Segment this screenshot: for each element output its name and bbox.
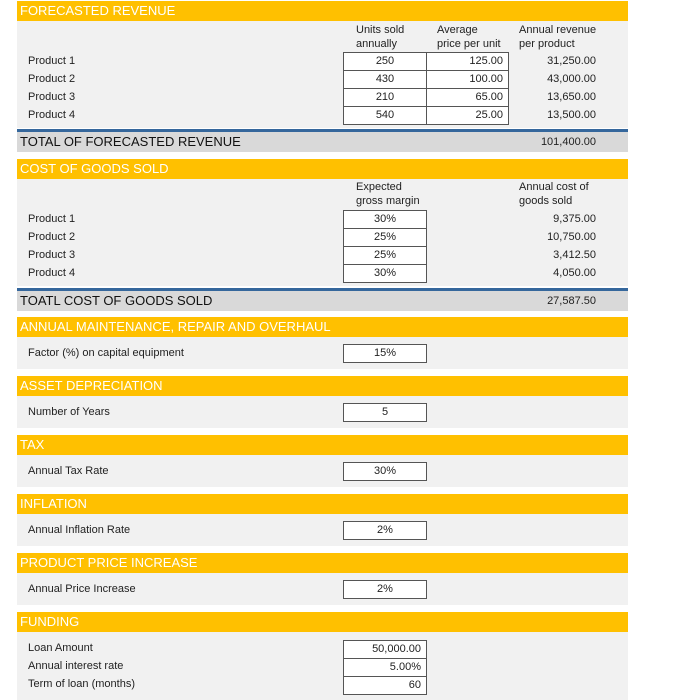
depreciation-years-label: Number of Years [28,406,110,418]
cogs-row-label: Product 1 [28,213,76,225]
revenue-row-label: Product 4 [28,109,76,121]
interest-rate-input[interactable]: 5.00% [343,658,427,677]
gross-margin-input[interactable]: 30% [343,264,427,283]
price-input[interactable]: 125.00 [426,52,509,71]
units-input[interactable]: 250 [343,52,427,71]
inflation-rate-label: Annual Inflation Rate [28,524,131,536]
gross-margin-input[interactable]: 25% [343,228,427,247]
cogs-row-label: Product 2 [28,231,76,243]
section-header-cost-of-goods: COST OF GOODS SOLD [17,159,628,179]
col-header-price [437,24,501,51]
cogs-value: 3,412.50 [553,249,596,261]
col-header-price-line1: Average [437,24,478,36]
col-header-cost [519,181,589,208]
col-header-margin-line1: Expected [356,181,402,193]
total-cost-of-goods-row [17,288,628,311]
cogs-value: 4,050.00 [553,267,596,279]
units-input[interactable]: 210 [343,88,427,107]
depreciation-years-input[interactable]: 5 [343,403,427,422]
cogs-value: 9,375.00 [553,213,596,225]
section-header-inflation: INFLATION [17,494,628,514]
total-cost-of-goods-label: TOATL COST OF GOODS SOLD [20,293,213,308]
col-header-revenue-line1: Annual revenue [519,24,597,36]
units-input[interactable]: 540 [343,106,427,125]
loan-amount-label: Loan Amount [28,642,93,654]
price-input[interactable]: 65.00 [426,88,509,107]
revenue-row-label: Product 2 [28,73,76,85]
loan-term-input[interactable]: 60 [343,676,427,695]
revenue-row-label: Product 3 [28,91,76,103]
section-header-maintenance: ANNUAL MAINTENANCE, REPAIR AND OVERHAUL [17,317,628,337]
total-forecasted-revenue-label: TOTAL OF FORECASTED REVENUE [20,134,241,149]
maintenance-factor-input[interactable]: 15% [343,344,427,363]
col-header-revenue-line2: per product [519,37,575,50]
interest-rate-label: Annual interest rate [28,660,124,672]
col-header-margin-line2: gross margin [356,194,420,207]
total-cost-of-goods-value: 27,587.50 [547,295,596,307]
section-header-price-increase: PRODUCT PRICE INCREASE [17,553,628,573]
gross-margin-input[interactable]: 30% [343,210,427,229]
price-increase-input[interactable]: 2% [343,580,427,599]
section-header-tax: TAX [17,435,628,455]
total-forecasted-revenue-value: 101,400.00 [540,136,596,148]
cogs-row-label: Product 4 [28,267,76,279]
price-input[interactable]: 25.00 [426,106,509,125]
col-header-units-line1: Units sold [356,24,405,36]
inflation-rate-input[interactable]: 2% [343,521,427,540]
tax-panel [17,455,628,487]
col-header-units [356,24,404,51]
loan-amount-input[interactable]: 50,000.00 [343,640,427,659]
loan-term-label: Term of loan (months) [28,678,135,690]
col-header-revenue [519,24,596,51]
total-forecasted-revenue-row [17,129,628,152]
gross-margin-input[interactable]: 25% [343,246,427,265]
price-input[interactable]: 100.00 [426,70,509,89]
revenue-row-label: Product 1 [28,55,76,67]
section-header-forecasted-revenue: FORECASTED REVENUE [17,1,628,21]
price-increase-label: Annual Price Increase [28,583,136,595]
maintenance-factor-label: Factor (%) on capital equipment [28,347,184,359]
col-header-margin [356,181,420,208]
col-header-price-line2: price per unit [437,37,501,50]
tax-rate-input[interactable]: 30% [343,462,427,481]
revenue-value: 13,650.00 [547,91,596,103]
cogs-row-label: Product 3 [28,249,76,261]
col-header-cost-line2: goods sold [519,194,573,207]
revenue-value: 43,000.00 [547,73,596,85]
tax-rate-label: Annual Tax Rate [28,465,109,477]
section-header-funding: FUNDING [17,612,628,632]
revenue-value: 13,500.00 [547,109,596,121]
revenue-value: 31,250.00 [547,55,596,67]
cogs-value: 10,750.00 [547,231,596,243]
units-input[interactable]: 430 [343,70,427,89]
section-header-depreciation: ASSET DEPRECIATION [17,376,628,396]
col-header-cost-line1: Annual cost of [519,181,589,193]
col-header-units-line2: annually [356,37,397,50]
